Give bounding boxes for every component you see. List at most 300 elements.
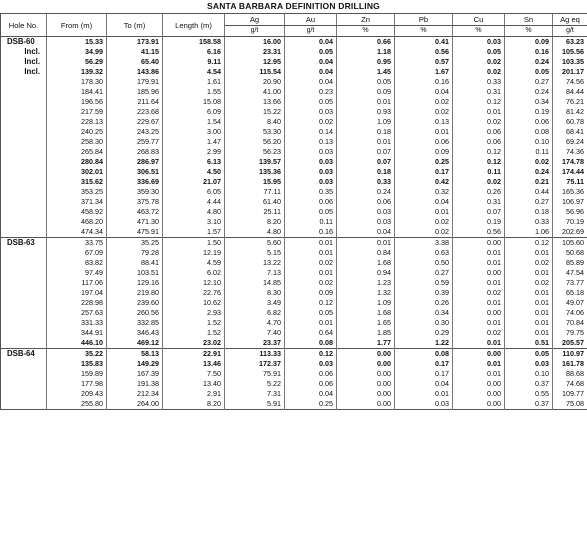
cell-length: 6.09 [163,107,225,117]
cell-pb: 0.26 [395,298,453,308]
cell-length: 13.46 [163,359,225,369]
table-row [1,117,587,127]
table-row [1,157,587,167]
cell-ag-eq: 74.36 [553,147,587,157]
cell-ag: 23.31 [225,47,285,57]
cell-zn: 1.68 [337,258,395,268]
cell-to: 359.30 [107,187,163,197]
cell-ag-eq: 81.42 [553,107,587,117]
cell-zn: 1.23 [337,278,395,288]
cell-hole [1,147,47,157]
table-row [1,77,587,87]
cell-to: 471.30 [107,217,163,227]
cell-length: 1.61 [163,77,225,87]
cell-pb: 0.63 [395,248,453,258]
cell-from: 184.41 [47,87,107,97]
cell-ag: 20.90 [225,77,285,87]
cell-ag-eq: 56.96 [553,207,587,217]
cell-hole [1,77,47,87]
table-row [1,107,587,117]
cell-sn: 0.05 [505,349,553,360]
cell-au: 0.01 [285,268,337,278]
cell-pb: 0.39 [395,288,453,298]
cell-length: 7.50 [163,369,225,379]
cell-cu: 0.01 [453,369,505,379]
cell-from: 56.29 [47,57,107,67]
cell-length: 22.91 [163,349,225,360]
cell-zn: 1.65 [337,318,395,328]
cell-length: 21.07 [163,177,225,187]
cell-ag: 5.91 [225,399,285,410]
cell-to: 103.51 [107,268,163,278]
unit-ag-eq: g/t [553,26,587,37]
cell-from: 228.98 [47,298,107,308]
cell-ag: 13.22 [225,258,285,268]
cell-length: 4.44 [163,197,225,207]
cell-au: 0.09 [285,288,337,298]
cell-zn: 0.00 [337,399,395,410]
cell-length: 1.50 [163,238,225,249]
cell-cu: 0.31 [453,87,505,97]
cell-pb: 0.02 [395,217,453,227]
unit-au: g/t [285,26,337,37]
cell-zn: 0.09 [337,87,395,97]
cell-zn: 0.66 [337,37,395,48]
cell-from: 468.20 [47,217,107,227]
table-row [1,399,587,410]
table-row [1,308,587,318]
cell-zn: 0.05 [337,77,395,87]
cell-cu: 0.02 [453,328,505,338]
cell-length: 23.02 [163,338,225,349]
cell-sn: 0.44 [505,187,553,197]
cell-cu: 0.02 [453,288,505,298]
cell-from: 209.43 [47,389,107,399]
cell-zn: 0.95 [337,57,395,67]
cell-from: 255.80 [47,399,107,410]
header-row [1,14,587,26]
cell-zn: 0.01 [337,137,395,147]
cell-au: 0.04 [285,57,337,67]
cell-pb: 3.38 [395,238,453,249]
table-row [1,258,587,268]
cell-sn: 0.55 [505,389,553,399]
cell-from: 353.25 [47,187,107,197]
table-row [1,338,587,349]
cell-from: 258.30 [47,137,107,147]
cell-from: 67.09 [47,248,107,258]
cell-pb: 0.59 [395,278,453,288]
cell-to: 212.34 [107,389,163,399]
cell-zn: 0.00 [337,389,395,399]
cell-ag: 113.33 [225,349,285,360]
cell-sn: 0.24 [505,167,553,177]
cell-ag-eq: 68.41 [553,127,587,137]
cell-to: 346.43 [107,328,163,338]
table-row [1,147,587,157]
cell-pb: 0.32 [395,187,453,197]
cell-to: 286.97 [107,157,163,167]
cell-au: 0.04 [285,389,337,399]
cell-hole: Incl. [1,67,47,77]
cell-cu: 0.02 [453,67,505,77]
cell-ag: 4.80 [225,227,285,238]
cell-ag-eq: 161.78 [553,359,587,369]
cell-ag-eq: 75.08 [553,399,587,410]
cell-from: 474.34 [47,227,107,238]
cell-sn: 0.02 [505,157,553,167]
cell-hole [1,217,47,227]
cell-au: 0.03 [285,107,337,117]
cell-hole [1,87,47,97]
cell-ag-eq: 70.19 [553,217,587,227]
header-sn: Sn [505,14,553,26]
cell-ag-eq: 174.44 [553,167,587,177]
table-row [1,268,587,278]
cell-pb: 0.56 [395,47,453,57]
cell-hole [1,308,47,318]
cell-cu: 0.01 [453,338,505,349]
cell-hole: Incl. [1,47,47,57]
cell-to: 243.25 [107,127,163,137]
cell-length: 1.52 [163,328,225,338]
cell-au: 0.12 [285,298,337,308]
cell-zn: 0.84 [337,248,395,258]
cell-sn: 0.01 [505,328,553,338]
cell-cu: 0.01 [453,258,505,268]
cell-ag: 5.15 [225,248,285,258]
cell-sn: 0.12 [505,238,553,249]
cell-to: 229.67 [107,117,163,127]
cell-ag-eq: 65.18 [553,288,587,298]
cell-cu: 0.06 [453,137,505,147]
cell-length: 6.13 [163,157,225,167]
cell-ag: 8.20 [225,217,285,227]
table-row [1,318,587,328]
cell-sn: 0.03 [505,359,553,369]
cell-length: 4.80 [163,207,225,217]
cell-to: 41.15 [107,47,163,57]
cell-sn: 0.27 [505,77,553,87]
cell-au: 0.03 [285,147,337,157]
cell-sn: 0.08 [505,127,553,137]
cell-zn: 1.77 [337,338,395,349]
table-row [1,137,587,147]
table-row [1,359,587,369]
cell-zn: 1.18 [337,47,395,57]
cell-from: 117.06 [47,278,107,288]
cell-cu: 0.31 [453,197,505,207]
cell-hole [1,197,47,207]
cell-length: 10.62 [163,298,225,308]
cell-length: 8.20 [163,399,225,410]
table-title: SANTA BARBARA DEFINITION DRILLING [0,0,587,14]
header-au: Au [285,14,337,26]
cell-to: 223.68 [107,107,163,117]
cell-to: 475.91 [107,227,163,238]
cell-length: 2.93 [163,308,225,318]
cell-length: 2.91 [163,389,225,399]
header-ag-eq: Ag eq [553,14,587,26]
cell-ag: 7.40 [225,328,285,338]
cell-pb: 1.67 [395,67,453,77]
cell-hole [1,207,47,217]
cell-ag: 139.57 [225,157,285,167]
cell-zn: 0.04 [337,227,395,238]
table-row [1,177,587,187]
table-row [1,167,587,177]
cell-ag: 16.00 [225,37,285,48]
cell-ag: 15.22 [225,107,285,117]
cell-pb: 0.50 [395,258,453,268]
cell-to: 259.77 [107,137,163,147]
cell-hole [1,177,47,187]
cell-to: 268.83 [107,147,163,157]
cell-pb: 0.01 [395,127,453,137]
cell-ag: 172.37 [225,359,285,369]
cell-from: 34.99 [47,47,107,57]
cell-ag: 75.91 [225,369,285,379]
cell-sn: 0.34 [505,97,553,107]
cell-au: 0.06 [285,369,337,379]
cell-au: 0.11 [285,217,337,227]
cell-sn: 0.19 [505,107,553,117]
cell-from: 159.89 [47,369,107,379]
cell-to: 332.85 [107,318,163,328]
cell-cu: 0.26 [453,187,505,197]
cell-length: 6.16 [163,47,225,57]
table-row [1,238,587,249]
cell-pb: 0.04 [395,87,453,97]
table-row [1,349,587,360]
cell-hole [1,268,47,278]
cell-from: 371.34 [47,197,107,207]
cell-ag-eq: 74.68 [553,379,587,389]
cell-sn: 0.05 [505,67,553,77]
cell-to: 211.64 [107,97,163,107]
table-row [1,369,587,379]
cell-zn: 0.00 [337,379,395,389]
cell-pb: 1.22 [395,338,453,349]
cell-au: 0.05 [285,207,337,217]
table-row [1,379,587,389]
cell-hole [1,318,47,328]
cell-length: 22.76 [163,288,225,298]
cell-ag-eq: 205.57 [553,338,587,349]
cell-to: 463.72 [107,207,163,217]
cell-cu: 0.01 [453,298,505,308]
header-hole-no: Hole No. [1,14,47,37]
cell-au: 0.01 [285,318,337,328]
cell-pb: 0.27 [395,268,453,278]
cell-ag-eq: 88.68 [553,369,587,379]
cell-length: 1.57 [163,227,225,238]
cell-ag-eq: 103.35 [553,57,587,67]
cell-ag-eq: 70.84 [553,318,587,328]
header-from: From (m) [47,14,107,37]
cell-to: 185.96 [107,87,163,97]
cell-ag-eq: 60.78 [553,117,587,127]
cell-ag: 115.54 [225,67,285,77]
cell-ag: 53.30 [225,127,285,137]
cell-ag-eq: 105.60 [553,238,587,249]
table-body [1,37,587,410]
cell-cu: 0.06 [453,127,505,137]
cell-ag: 12.95 [225,57,285,67]
cell-zn: 0.93 [337,107,395,117]
cell-pb: 0.03 [395,399,453,410]
cell-to: 219.80 [107,288,163,298]
cell-sn: 0.01 [505,288,553,298]
cell-ag-eq: 84.44 [553,87,587,97]
cell-ag-eq: 106.97 [553,197,587,207]
cell-cu: 0.33 [453,77,505,87]
cell-from: 217.59 [47,107,107,117]
cell-from: 228.13 [47,117,107,127]
cell-ag-eq: 174.78 [553,157,587,167]
cell-hole [1,117,47,127]
table-row [1,207,587,217]
cell-hole [1,107,47,117]
cell-pb: 0.41 [395,37,453,48]
cell-cu: 0.03 [453,37,505,48]
cell-cu: 0.00 [453,308,505,318]
table-row [1,67,587,77]
cell-ag: 56.23 [225,147,285,157]
cell-length: 4.50 [163,167,225,177]
cell-length: 158.58 [163,37,225,48]
cell-cu: 0.19 [453,217,505,227]
cell-length: 1.52 [163,318,225,328]
cell-cu: 0.12 [453,97,505,107]
cell-ag-eq: 49.07 [553,298,587,308]
cell-hole [1,338,47,349]
cell-sn: 0.18 [505,207,553,217]
cell-to: 336.69 [107,177,163,187]
cell-to: 129.16 [107,278,163,288]
cell-ag: 8.30 [225,288,285,298]
cell-ag-eq: 85.89 [553,258,587,268]
cell-length: 15.08 [163,97,225,107]
cell-zn: 1.09 [337,298,395,308]
cell-sn: 0.16 [505,47,553,57]
cell-hole: DSB-64 [1,349,47,360]
cell-ag: 13.66 [225,97,285,107]
cell-hole [1,399,47,410]
cell-from: 240.25 [47,127,107,137]
cell-from: 257.63 [47,308,107,318]
cell-length: 9.11 [163,57,225,67]
cell-from: 15.33 [47,37,107,48]
cell-zn: 0.00 [337,369,395,379]
cell-sn: 0.27 [505,197,553,207]
cell-cu: 0.02 [453,57,505,67]
cell-sn: 0.01 [505,248,553,258]
cell-sn: 1.06 [505,227,553,238]
cell-zn: 0.07 [337,147,395,157]
cell-to: 143.86 [107,67,163,77]
table-row [1,97,587,107]
cell-pb: 0.34 [395,308,453,318]
cell-cu: 0.00 [453,399,505,410]
cell-length: 6.02 [163,268,225,278]
cell-ag: 25.11 [225,207,285,217]
cell-ag: 5.22 [225,379,285,389]
cell-au: 0.02 [285,278,337,288]
cell-from: 344.91 [47,328,107,338]
cell-pb: 0.25 [395,157,453,167]
cell-au: 0.64 [285,328,337,338]
cell-sn: 0.01 [505,308,553,318]
cell-ag: 14.85 [225,278,285,288]
cell-pb: 0.08 [395,349,453,360]
table-row [1,37,587,48]
cell-zn: 1.85 [337,328,395,338]
unit-zn: % [337,26,395,37]
cell-pb: 0.30 [395,318,453,328]
unit-sn: % [505,26,553,37]
cell-au: 0.03 [285,359,337,369]
cell-au: 0.06 [285,379,337,389]
cell-hole [1,389,47,399]
cell-sn: 0.33 [505,217,553,227]
cell-au: 0.04 [285,67,337,77]
cell-au: 0.02 [285,258,337,268]
cell-zn: 0.18 [337,167,395,177]
cell-ag: 7.31 [225,389,285,399]
cell-length: 6.05 [163,187,225,197]
cell-cu: 0.01 [453,107,505,117]
cell-hole [1,227,47,238]
cell-pb: 0.04 [395,379,453,389]
cell-au: 0.05 [285,97,337,107]
cell-to: 375.78 [107,197,163,207]
cell-pb: 0.02 [395,97,453,107]
cell-length: 1.54 [163,117,225,127]
cell-hole [1,167,47,177]
cell-ag-eq: 69.24 [553,137,587,147]
cell-cu: 0.07 [453,207,505,217]
cell-from: 446.10 [47,338,107,349]
header-ag: Ag [225,14,285,26]
cell-sn: 0.24 [505,87,553,97]
cell-pb: 0.06 [395,137,453,147]
cell-to: 173.91 [107,37,163,48]
cell-ag-eq: 109.77 [553,389,587,399]
cell-cu: 0.00 [453,238,505,249]
cell-hole [1,248,47,258]
cell-hole [1,278,47,288]
cell-pb: 0.57 [395,57,453,67]
cell-ag-eq: 110.97 [553,349,587,360]
cell-from: 458.92 [47,207,107,217]
cell-ag: 6.82 [225,308,285,318]
cell-zn: 1.45 [337,67,395,77]
table-row [1,227,587,238]
cell-cu: 0.05 [453,47,505,57]
cell-au: 0.05 [285,47,337,57]
table-row [1,187,587,197]
cell-pb: 0.02 [395,227,453,238]
cell-to: 179.91 [107,77,163,87]
cell-au: 0.23 [285,87,337,97]
cell-hole: DSB-60 [1,37,47,48]
table-row [1,328,587,338]
cell-ag-eq: 202.69 [553,227,587,238]
unit-cu: % [453,26,505,37]
cell-hole [1,127,47,137]
cell-zn: 0.03 [337,217,395,227]
